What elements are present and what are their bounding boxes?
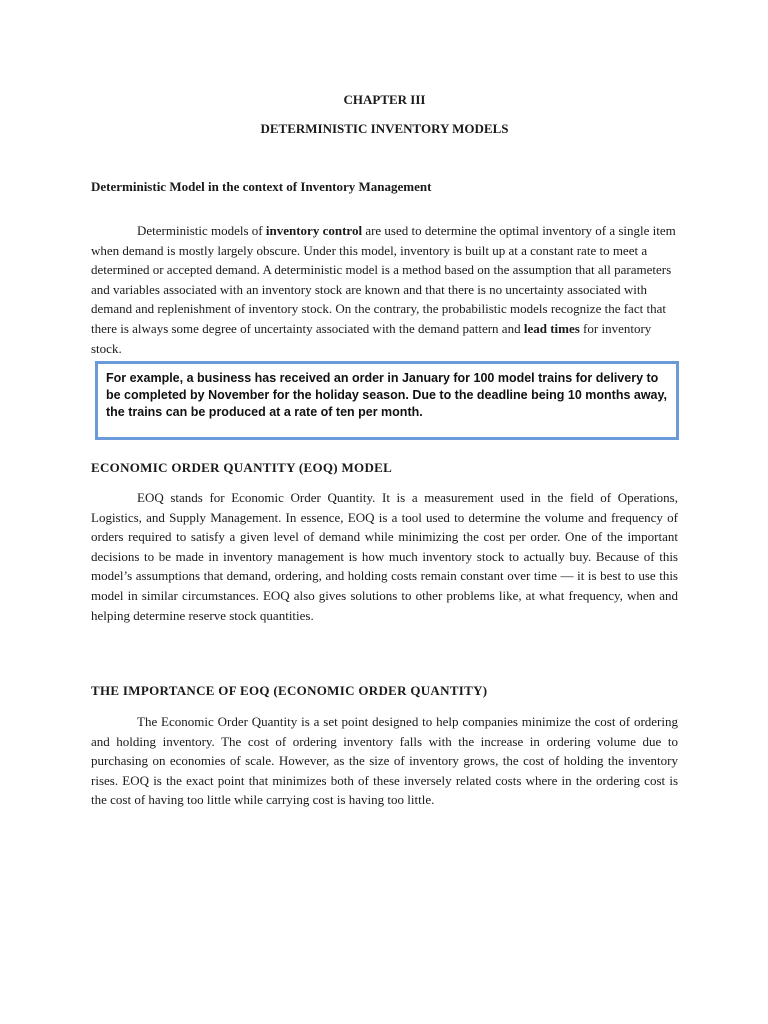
bold-term-inventory-control: inventory control — [265, 223, 363, 238]
paragraph-text: for inventory stock. — [91, 320, 652, 356]
paragraph-deterministic-models — [91, 221, 678, 358]
paragraph-text: Deterministic models of — [137, 223, 266, 238]
section-heading-eoq-importance: THE IMPORTANCE OF EOQ (ECONOMIC ORDER QUANTITY) — [91, 683, 488, 698]
chapter-number: CHAPTER III — [343, 92, 426, 107]
example-callout-box — [95, 361, 679, 440]
bold-term-lead-times: lead times — [523, 320, 580, 336]
paragraph-eoq-importance: The Economic Order Quantity is a set point designed to help companies minimize the cost of ordering and holding inventory. The cost of ordering inventory falls with the increase in ordering volume due to purchasing on economies of scale. However, as the size of inventory grows, the cost of holding the inventory rises. EOQ is the exact point that minimizes both of these inversely related costs where in the ordering cost is the cost of having too little while carrying cost is having too little. — [91, 714, 678, 808]
chapter-title: DETERMINISTIC INVENTORY MODELS — [260, 121, 509, 136]
paragraph-text: are used to determine the optimal inventory of a single item when demand is mostly largely obscure. Under this model, inventory is built up at a constant rate to meet a determined or accepted demand. A deterministic model is a method based on the assumption that all parameters and variables associated with an inventory stock are known and that there is no uncertainty associated with demand and replenishment of inventory stock. On the contrary, the probabilistic models recognize the fact that there is always some degree of uncertainty associated with the demand pattern and — [91, 223, 676, 336]
paragraph-eoq: EOQ stands for Economic Order Quantity. It is a measurement used in the field of Operations, Logistics, and Supply Management. In essence, EOQ is a tool used to determine the volume and frequency of orders required to satisfy a given level of demand while minimizing the cost per order. One of the important decisions to be made in inventory management is how much inventory stock to actually buy. Because of this model’s assumptions that demand, ordering, and holding costs remain constant over time — it is best to use this model in similar circumstances. EOQ also gives solutions to other problems like, at what frequency, when and helping determine reserve stock quantities. — [91, 490, 678, 623]
callout-text: For example, a business has received an order in January for 100 model trains for delivery to be completed by November for the holiday season. Due to the deadline being 10 months away, the trains can be produced at a rate of ten per month. — [106, 371, 667, 419]
section-heading-deterministic-model: Deterministic Model in the context of Inventory Management — [91, 179, 432, 194]
section-heading-eoq-model: ECONOMIC ORDER QUANTITY (EOQ) MODEL — [91, 460, 393, 475]
